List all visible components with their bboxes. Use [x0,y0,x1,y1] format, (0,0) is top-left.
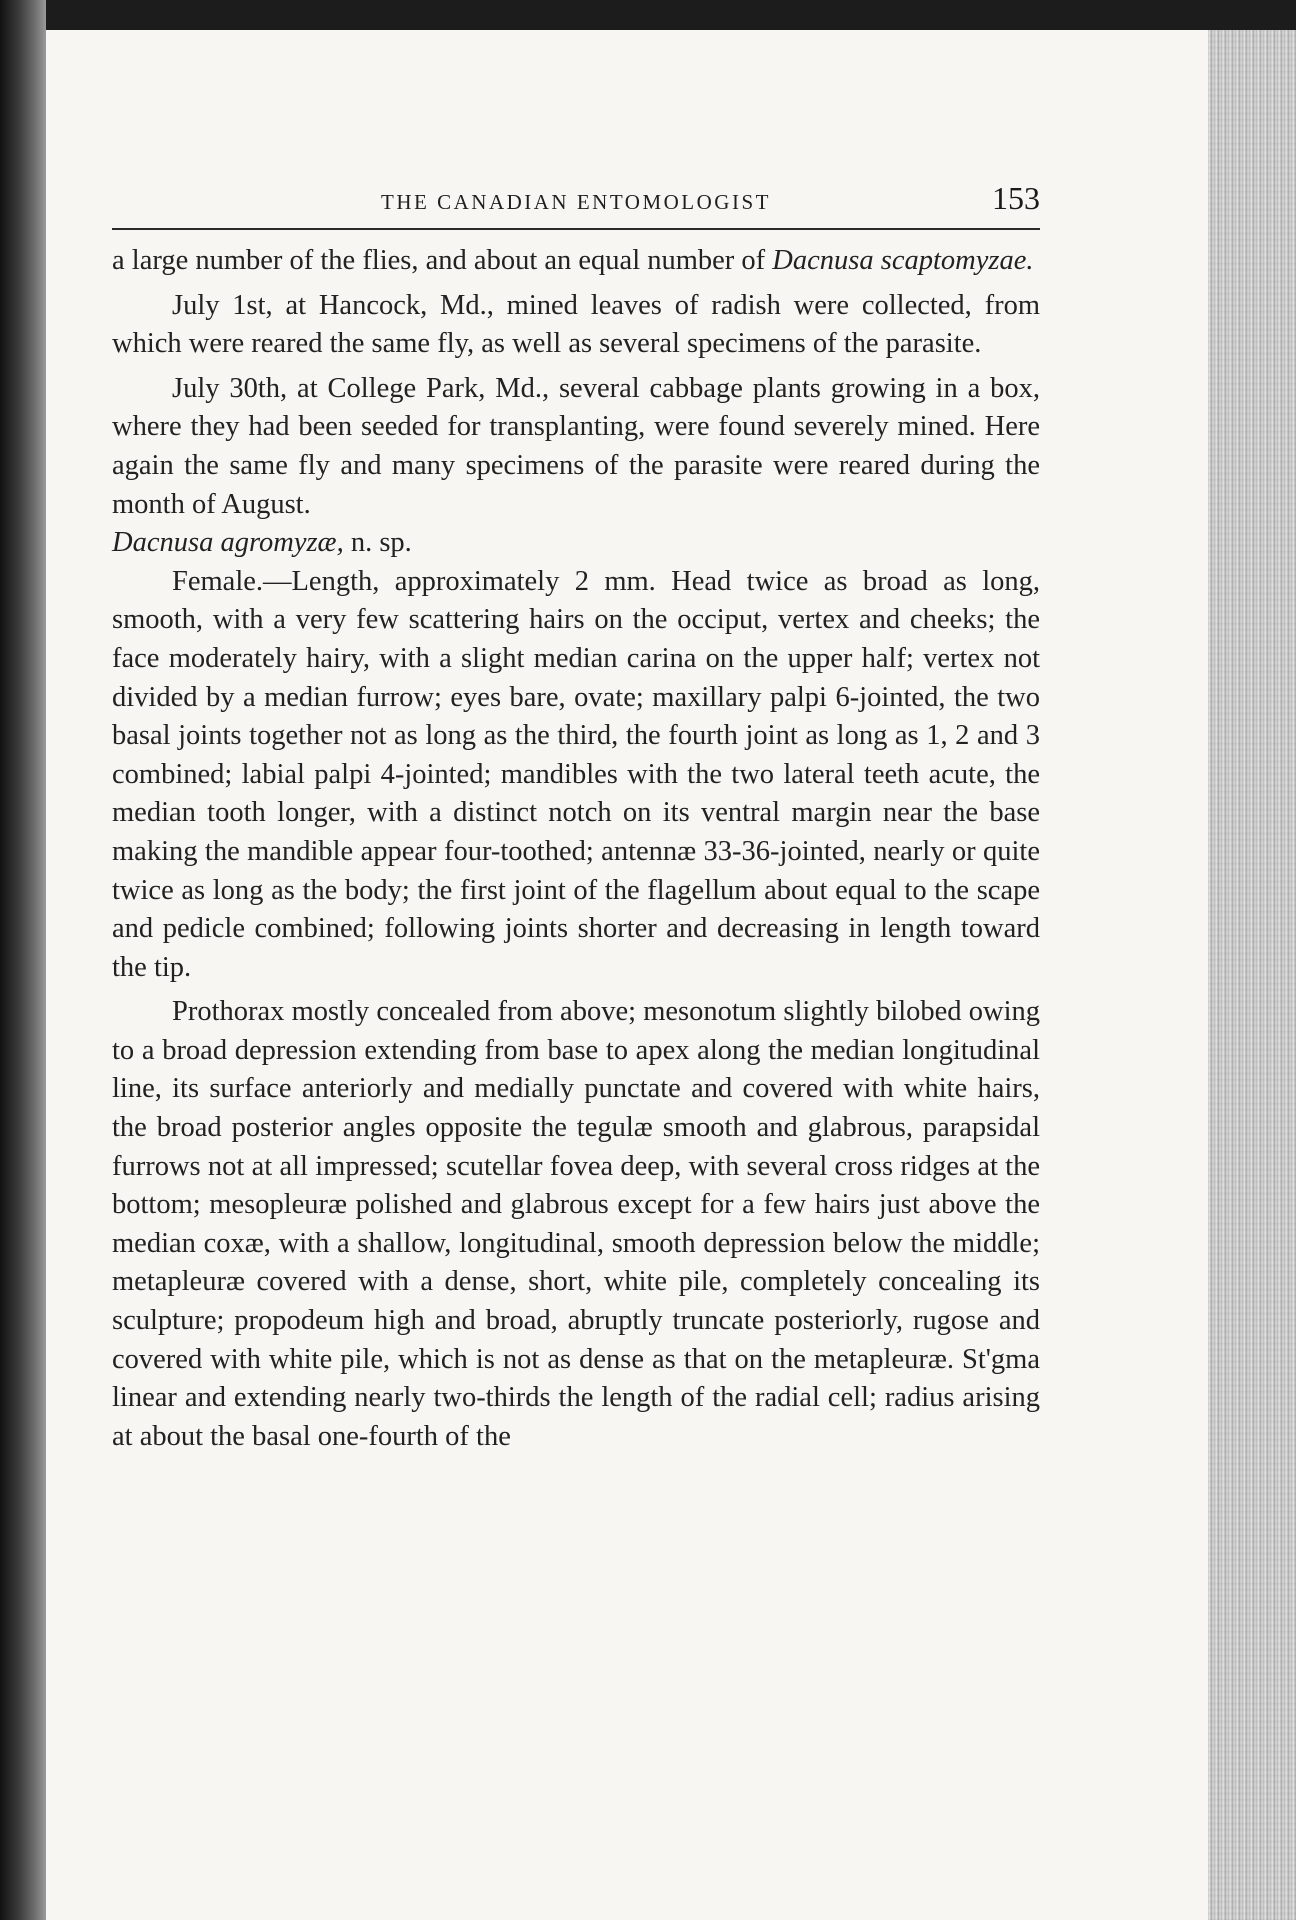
paragraph-1-text: a large number of the flies, and about an equal number of [112,245,773,276]
species-name-italic: Dacnusa scaptomyzae. [772,245,1034,276]
page-number: 153 [992,180,1040,216]
scan-top-border [0,0,1296,30]
species-heading-suffix: n. sp. [343,527,412,559]
page-header [112,170,1040,230]
paragraph-5: Prothorax mostly concealed from above; mesonotum slightly bilobed owing to a broad depression extending from base to apex along the median longitudinal line, its surface anteriorly and medially punctate and covered with white hairs, the broad posterior angles opposite the tegulæ smooth and glabrous, parapsidal furrows not at all impressed; scutellar fovea deep, with several cross ridges at the bottom; mesopleuræ polished and glabrous except for a few hairs just above the median coxæ, with a shallow, longitudinal, smooth depression below the middle; metapleuræ covered with a dense, short, white pile, completely concealing its sculpture; propodeum high and broad, abruptly truncate posteriorly, rugose and covered with white pile, which is not as dense as that on the metapleuræ. St'gma linear and extending nearly two-thirds the length of the radial cell; radius arising at about the basal one-fourth of the [112,996,1040,1452]
book-binding [0,0,46,1920]
page-edges [1208,30,1296,1920]
species-heading-name: Dacnusa agromyzæ, [112,527,344,559]
running-head: THE CANADIAN ENTOMOLOGIST [381,190,771,214]
paragraph-1 [112,242,1040,281]
species-heading [112,524,1040,563]
body-text [112,242,1040,1456]
paragraph-2: July 1st, at Hancock, Md., mined leaves of radish were collected, from which were reared the same fly, as well as several specimens of the parasite. [112,289,1040,360]
paragraph-4: Female.—Length, approximately 2 mm. Head twice as broad as long, smooth, with a very few scattering hairs on the occiput, vertex and cheeks; the face moderately hairy, with a slight median carina on the upper half; vertex not divided by a median furrow; eyes bare, ovate; maxillary palpi 6-jointed, the two basal joints together not as long as the third, the fourth joint as long as 1, 2 and 3 combined; labial palpi 4-jointed; mandibles with the two lateral teeth acute, the median tooth longer, with a distinct notch on its ventral margin near the base making the mandible appear four-toothed; antennæ 33-36-jointed, nearly or quite twice as long as the body; the first joint of the flagellum about equal to the scape and pedicle combined; following joints shorter and decreasing in length toward the tip. [112,565,1040,983]
paragraph-3: July 30th, at College Park, Md., several cabbage plants growing in a box, where they had been seeded for transplanting, were found severely mined. Here again the same fly and many specimens of the parasite were reared during the month of August. [112,372,1040,520]
